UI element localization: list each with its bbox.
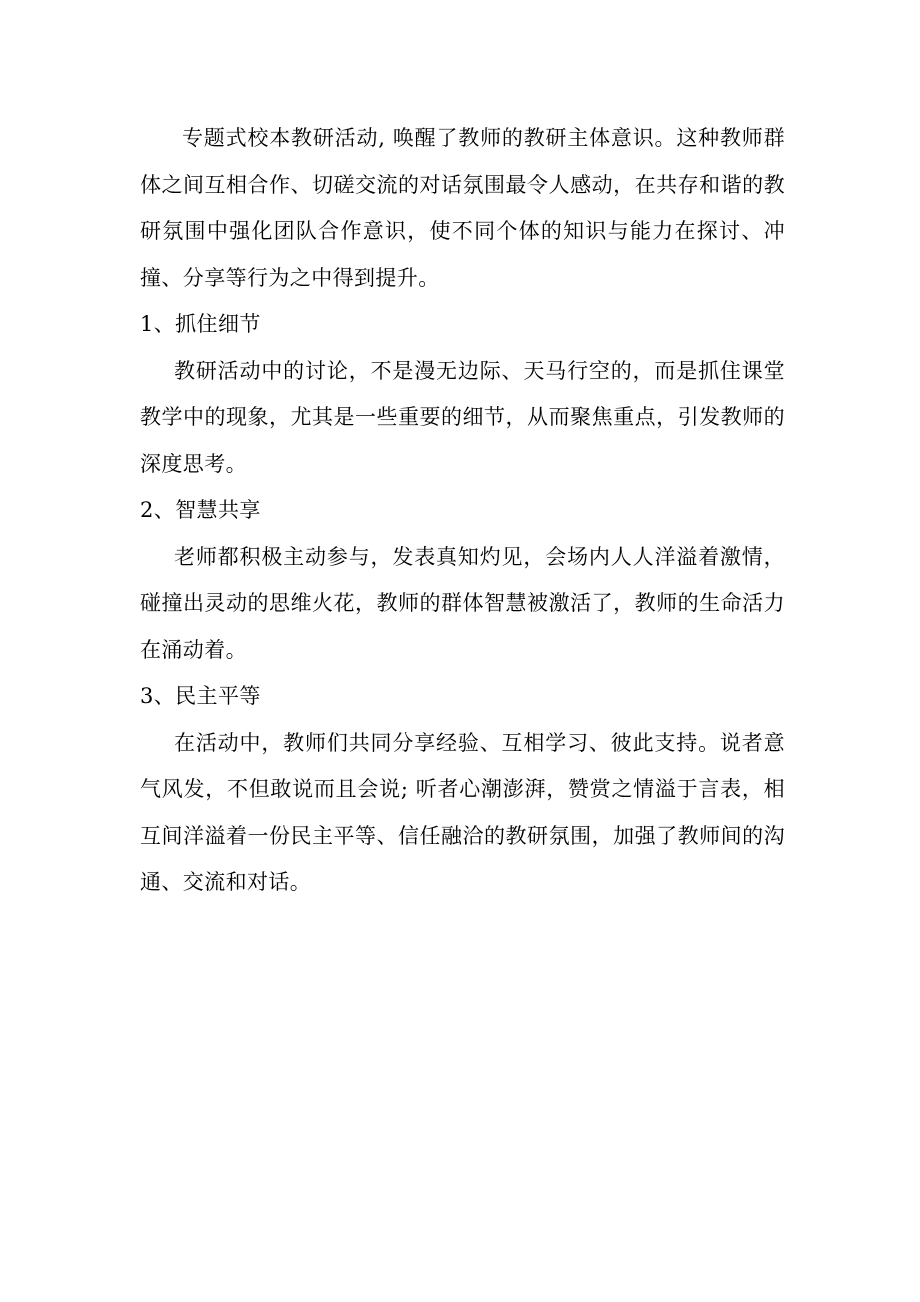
intro-paragraph: 专题式校本教研活动, 唤醒了教师的教研主体意识。这种教师群体之间互相合作、切磋交流的对话氛围最令人感动，在共存和谐的教研氛围中强化团队合作意识，使不同个体的知识与能力在探讨、冲撞、分享等行为之中得到提升。 [140, 126, 785, 290]
section-body-1: 教研活动中的讨论，不是漫无边际、天马行空的，而是抓住课堂教学中的现象，尤其是一些重要的细节，从而聚焦重点，引发教师的深度思考。 [140, 358, 785, 476]
document-body [140, 115, 785, 906]
section-heading-1: 1、抓住细节 [140, 312, 261, 336]
section-body-3: 在活动中，教师们共同分享经验、互相学习、彼此支持。说者意气风发，不但敢说而且会说; 听者心潮澎湃，赞赏之情溢于言表，相互间洋溢着一份民主平等、信任融洽的教研氛围，加强了教师间的沟通、交流和对话。 [140, 730, 785, 894]
section-body-2: 老师都积极主动参与，发表真知灼见，会场内人人洋溢着激情，碰撞出灵动的思维火花，教师的群体智慧被激活了，教师的生命活力在涌动着。 [140, 544, 785, 662]
section-heading-2: 2、智慧共享 [140, 498, 261, 522]
section-heading-3: 3、民主平等 [140, 684, 261, 708]
